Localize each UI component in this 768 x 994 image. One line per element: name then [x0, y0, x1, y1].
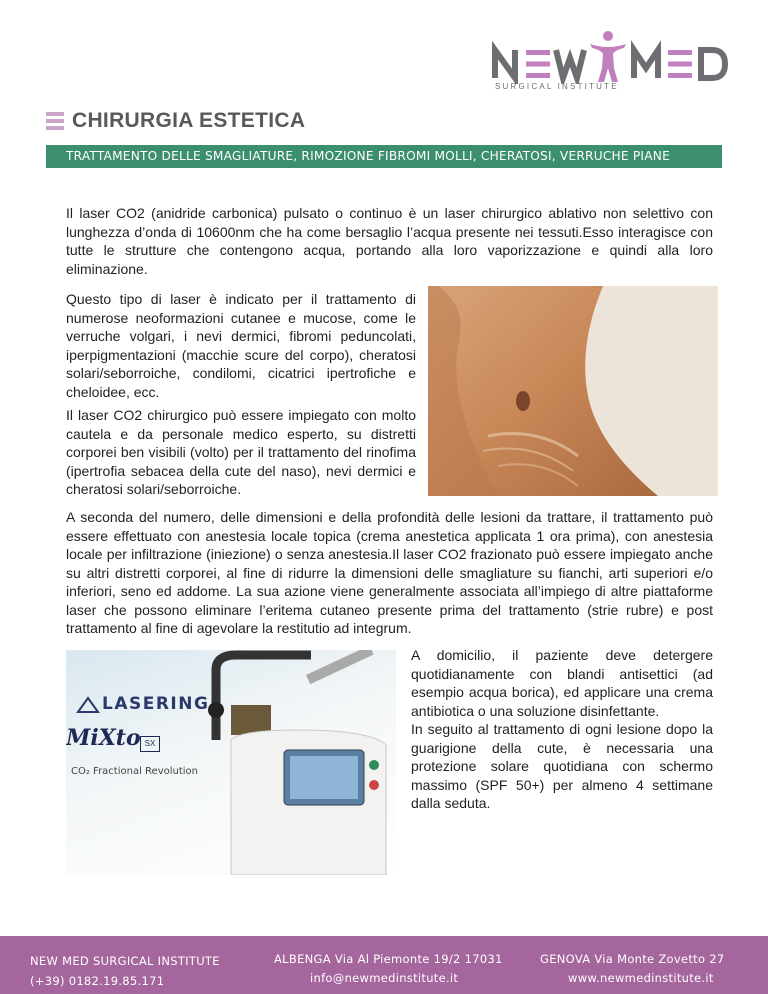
device-brand-logo — [72, 694, 232, 714]
page-footer — [0, 936, 768, 994]
footer-phone[interactable]: (+39) 0182.19.85.171 — [30, 974, 165, 988]
paragraph-anesthesia: A seconda del numero, delle dimensioni e della profondità delle lesioni da trattare, il trattamento può essere effettuato con anestesia locale topica (crema anestetica applicata 1 ora prima), con anestesia locale per infiltrazione (iniezione) o senza anestesia.Il laser CO2 frazionato può essere impiegato anche su altri distretti corporei, al fine di ridurre la dimensioni delle smagliature su fianchi, arti superiori e/o inferiori, seno ed addome. La sua azione viene generalmente associata all’impiego di altre piattaforme laser che possono eliminare l’eritema cutaneo presente prima del trattamento (strie rubre) e post trattamento al fine di agevolare la restitutio ad integrum. — [66, 509, 713, 636]
abdomen-photo — [428, 286, 718, 496]
device-model-badge: SX — [140, 736, 160, 752]
paragraph-face-use: Il laser CO2 chirurgico può essere impiegato con molto cautela e da personale medico esperto, su distretti corporei ben visibili (volto) per il trattamento del rinofima (ipertrofia sebacea della cute del naso), nevi dermici e cheratosi solari/seborroiche. — [66, 407, 416, 497]
logo-tagline: SURGICAL INSTITUTE — [495, 82, 619, 91]
abdomen-illustration — [428, 286, 718, 496]
lasering-logo-icon — [76, 696, 100, 714]
paragraph-indications: Questo tipo di laser è indicato per il trattamento di numerose neoformazioni cutanee e mucose, come le verruche volgari, i nevi dermici, fibromi peduncolati, iperpigmentazioni (macchie scure del corpo), cheratosi solari/seborroiche, condilomi, cicatrici ipertrofiche e cheloidee, ecc. — [66, 291, 416, 400]
laser-device-photo — [66, 650, 396, 875]
footer-institute-name: NEW MED SURGICAL INSTITUTE — [30, 954, 220, 968]
brand-logo — [490, 28, 730, 98]
subtitle-banner — [46, 145, 722, 168]
laser-device-illustration — [66, 650, 396, 875]
logo-wordmark — [490, 28, 730, 84]
banner-text: TRATTAMENTO DELLE SMAGLIATURE, RIMOZIONE FIBROMI MOLLI, CHERATOSI, VERRUCHE PIANE — [66, 149, 670, 163]
section-menu-icon — [46, 112, 64, 130]
paragraph-intro: Il laser CO2 (anidride carbonica) pulsato o continuo è un laser chirurgico ablativo non selettivo con lunghezza d’onda di 10600nm che ha come bersaglio l’acqua presente nei tessuti.Esso interagisce con tutte le strutture che contengono acqua, portando alla loro vaporizzazione e quindi alla loro eliminazione. — [66, 205, 713, 277]
footer-email-link[interactable]: info@newmedinstitute.it — [310, 971, 459, 985]
footer-address-albenga: ALBENGA Via Al Piemonte 19/2 17031 — [274, 952, 503, 966]
paragraph-aftercare: A domicilio, il paziente deve detergere quotidianamente con blandi antisettici (ad esempio acqua borica), ed applicare una crema antibiotica o una soluzione disinfettante. In seguito al trattamento di ogni lesione dopo la guarigione della cute, è necessaria una protezione solare quotidiana con schermo massimo (SPF 50+) per almeno 4 settimane dalla seduta. — [411, 647, 713, 811]
footer-website-link[interactable]: www.newmedinstitute.it — [568, 971, 714, 985]
device-brand-text: LASERING — [102, 694, 210, 714]
device-model-subtitle: CO₂ Fractional Revolution — [71, 766, 199, 777]
device-model-name: MiXto — [66, 725, 141, 751]
footer-address-genova: GENOVA Via Monte Zovetto 27 — [540, 952, 725, 966]
section-title: CHIRURGIA ESTETICA — [72, 109, 306, 132]
